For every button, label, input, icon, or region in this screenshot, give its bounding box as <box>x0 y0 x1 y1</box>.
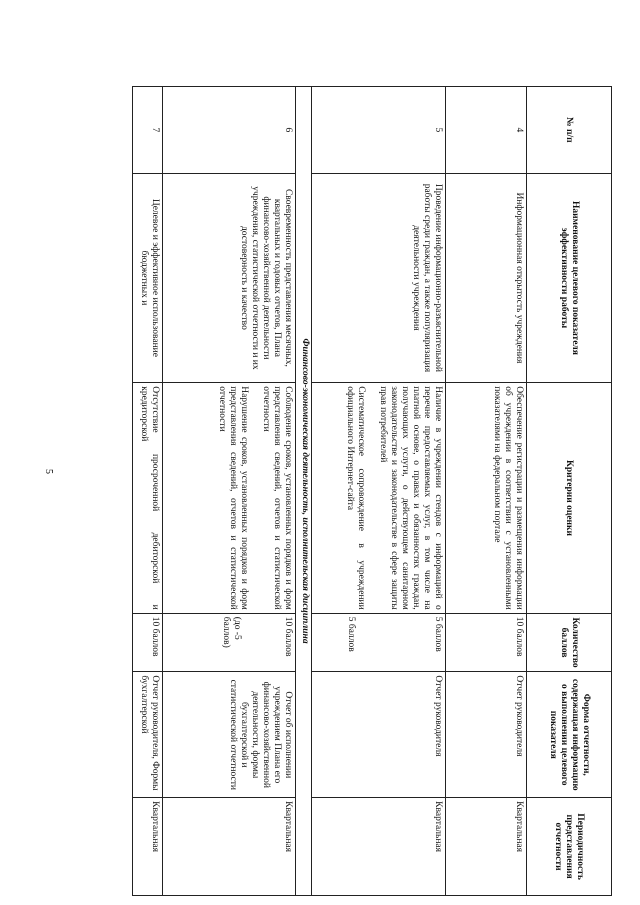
header-report-form: Форма отчетности, содержащая информацию о выполнении целевого показателя <box>526 672 611 798</box>
points-part-b: 5 баллов <box>345 616 356 652</box>
header-points: Количество баллов <box>526 613 611 672</box>
rotated-table-sheet <box>132 86 612 896</box>
section-title: Финансово-экономическая деятельность, исполнительская дисциплина <box>295 87 311 896</box>
points-part-b: (до -5 баллов) <box>220 616 242 648</box>
row-criteria: Обеспечение регистрации и размещения информации об учреждении в соответствии с установленными показателями на федеральном портале <box>445 383 526 614</box>
row-points: 10 баллов <box>133 613 163 672</box>
row-report: Отчет руководителя <box>445 672 526 798</box>
table-row <box>312 87 445 896</box>
criteria-part-a: Наличие в учреждении стендов с информацией о перечне предоставляемых услуг, в том числе на платной основе, о правах и обязанностях граждан, получающих услуги, о действующем санитарном законодательстве и законодательстве в сфере защиты прав потребителей <box>377 386 443 610</box>
table-row <box>445 87 526 896</box>
row-indicator: Целевое и эффективное использование бюджетных и <box>133 173 163 383</box>
row-report: Отчет об исполнении учреждением Плана его финансово-хозяйственной деятельности, формы бухгалтерской и статистической отчетности <box>162 672 295 798</box>
section-row <box>295 87 311 896</box>
row-period: Квартальная <box>445 798 526 896</box>
page-number: 5 <box>43 469 54 474</box>
row-points <box>312 613 445 672</box>
row-period: Квартальная <box>162 798 295 896</box>
row-criteria <box>162 383 295 614</box>
row-report: Отчет руководителя, Формы бухгалтерской <box>133 672 163 798</box>
table-header-row <box>526 87 611 896</box>
row-period: Квартальная <box>312 798 445 896</box>
row-num: 5 <box>312 87 445 174</box>
row-indicator: Информационная открытость учреждения <box>445 173 526 383</box>
row-period: Квартальная <box>133 798 163 896</box>
criteria-part-a: Соблюдение сроков, установленных порядков и форм представления сведений, отчетов и статистической отчетности <box>260 386 293 610</box>
points-part-a: 10 баллов <box>282 616 293 657</box>
row-indicator: Своевременность представления месячных, квартальных и годовых отчетов, Плана финансово-хозяйственной деятельности учреждения, статистической отчетности и их достоверность и качество <box>162 173 295 383</box>
criteria-part-b: Систематическое сопровождение в учреждении официального Интернет-сайта <box>344 386 366 610</box>
row-criteria <box>312 383 445 614</box>
header-criteria: Критерии оценки <box>526 383 611 614</box>
table-row <box>133 87 163 896</box>
row-criteria: Отсутствие просроченной дебиторской и кредиторской <box>133 383 163 614</box>
row-num: 7 <box>133 87 163 174</box>
criteria-part-b: Нарушение сроков, установленных порядков и форм представления сведений, отчетов и статистической отчетности <box>216 386 249 610</box>
row-points: 10 баллов <box>445 613 526 672</box>
points-part-a: 5 баллов <box>432 616 443 652</box>
row-num: 6 <box>162 87 295 174</box>
row-num: 4 <box>445 87 526 174</box>
row-report: Отчет руководителя <box>312 672 445 798</box>
header-indicator: Наименование целевого показателя эффективности работы <box>526 173 611 383</box>
indicators-table <box>132 86 612 896</box>
header-num: № п/п <box>526 87 611 174</box>
row-points <box>162 613 295 672</box>
header-periodicity: Периодичность представления отчетности <box>526 798 611 896</box>
row-indicator: Проведение информационно-разъяснительной работы среди граждан, а также популяризация деятельности учреждения <box>312 173 445 383</box>
table-row <box>162 87 295 896</box>
